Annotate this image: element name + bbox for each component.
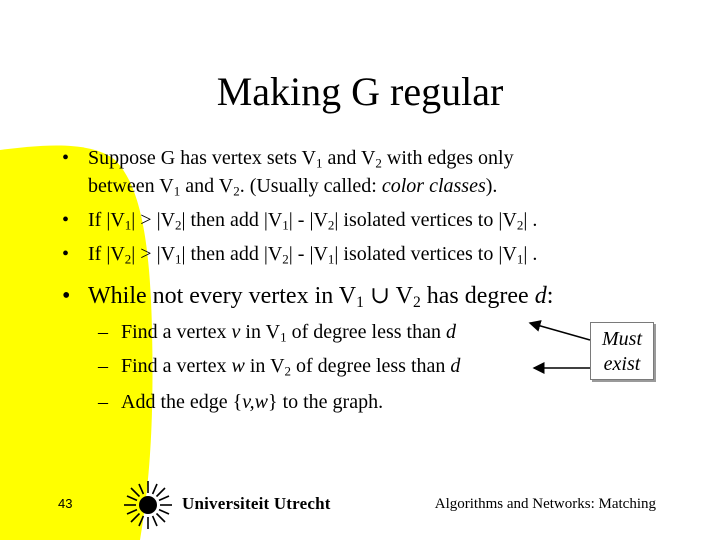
must-exist-callout xyxy=(590,322,654,380)
bullet-item-4: • While not every vertex in $V_1$ ∪ $V_2$ has degree d: xyxy=(62,283,554,311)
slide-title: Making G regular xyxy=(216,69,504,114)
utrecht-sun-logo-icon xyxy=(120,478,176,532)
subitem-1: – Find a vertex v in $V_1$ of degree less than d xyxy=(98,321,456,345)
bullet-item-1-continuation: between $V_1$ and $V_2$. (Usually called: color classes). xyxy=(88,175,498,199)
callout-line-2: exist xyxy=(603,353,641,375)
bullet-item-2: • If $|V_1| > |V_2|$ then add $|V_1| - |V_2|$ isolated vertices to $|V_2|$ . xyxy=(62,209,538,233)
subitem-3: – Add the edge {v,w} to the graph. xyxy=(98,391,384,413)
subitem-2: – Find a vertex w in $V_2$ of degree less than d xyxy=(98,355,461,379)
university-logo xyxy=(120,478,340,532)
bullet-item-1: • Suppose G has vertex sets $V_1$ and $V_2$ with edges only xyxy=(62,147,514,171)
course-footer: Algorithms and Networks: Matching xyxy=(434,496,656,512)
callout-line-1: Must xyxy=(602,328,642,350)
bullet-item-3: • If $|V_2| > |V_1|$ then add $|V_2| - |V_1|$ isolated vertices to $|V_1|$ . xyxy=(62,243,538,267)
page-number: 43 xyxy=(58,496,73,511)
university-name: Universiteit Utrecht xyxy=(182,494,331,513)
